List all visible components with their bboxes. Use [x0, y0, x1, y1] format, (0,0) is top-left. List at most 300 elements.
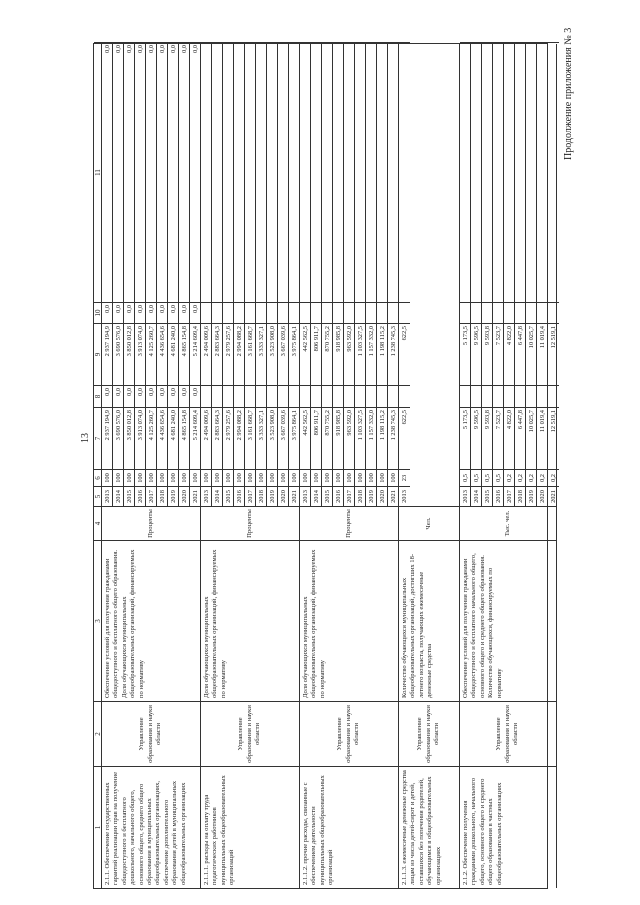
- table-cell: 2019: [366, 486, 377, 506]
- table-cell: 4 822,0: [504, 407, 515, 469]
- table-cell: [234, 385, 245, 407]
- table-cell: 100: [201, 469, 212, 486]
- table-cell: 100: [146, 469, 157, 486]
- table-cell: [289, 42, 300, 302]
- table-cell: [482, 42, 493, 302]
- table-row: [471, 42, 482, 506]
- table-cell: 1 238 745,3: [388, 323, 399, 385]
- table-cell: 3 523 908,0: [267, 323, 278, 385]
- table-cell: 5 173,5: [460, 407, 471, 469]
- table-cell: 3 975 864,1: [289, 323, 300, 385]
- table-cell: [234, 42, 245, 302]
- table-cell: [526, 385, 537, 407]
- table-cell: 100: [135, 469, 146, 486]
- table-cell: 3 913 074,0: [135, 407, 146, 469]
- table-cell: 2021: [289, 486, 300, 506]
- table-row: [289, 42, 300, 506]
- table-cell: 3 333 327,1: [256, 323, 267, 385]
- table-cell: 4 681 240,0: [168, 323, 179, 385]
- column-header-3: 3: [94, 540, 102, 701]
- table-cell: [322, 42, 333, 302]
- section-executor: Управление образования и науки области: [460, 701, 556, 766]
- table-cell: 9 593,8: [482, 407, 493, 469]
- table-cell: 100: [256, 469, 267, 486]
- table-cell: 2 937 194,9: [102, 323, 113, 385]
- table-cell: [322, 302, 333, 323]
- table-cell: 2021: [190, 486, 201, 506]
- table-cell: 963 592,0: [344, 323, 355, 385]
- table-cell: 0,0: [135, 42, 146, 302]
- table-cell: 2013: [102, 486, 113, 506]
- budget-table: [93, 43, 557, 889]
- table-cell: [504, 302, 515, 323]
- table-row: [515, 42, 526, 506]
- table-cell: [322, 385, 333, 407]
- table-cell: 2016: [234, 486, 245, 506]
- table-cell: [311, 302, 322, 323]
- table-cell: 0,0: [146, 42, 157, 302]
- table-cell: 3 667 039,6: [278, 323, 289, 385]
- table-cell: 2014: [212, 486, 223, 506]
- table-cell: 0,5: [493, 469, 504, 486]
- column-header-8: 8: [94, 385, 102, 407]
- table-row: [179, 42, 190, 506]
- table-cell: 0,0: [124, 42, 135, 302]
- table-cell: 3 690 576,0: [113, 323, 124, 385]
- table-cell: [212, 302, 223, 323]
- table-cell: [366, 302, 377, 323]
- table-cell: 0,5: [482, 469, 493, 486]
- table-cell: [311, 385, 322, 407]
- table-cell: 0,0: [157, 385, 168, 407]
- table-cell: 2017: [146, 486, 157, 506]
- table-cell: [493, 302, 504, 323]
- table-row: [388, 42, 399, 506]
- table-cell: [212, 385, 223, 407]
- table-cell: [526, 302, 537, 323]
- table-cell: 6 447,8: [515, 323, 526, 385]
- table-cell: 6 447,8: [515, 407, 526, 469]
- table-cell: 0,0: [113, 302, 124, 323]
- section-executor: Управление образования и науки области: [399, 701, 459, 766]
- table-row: [212, 42, 223, 506]
- table-cell: 2020: [278, 486, 289, 506]
- column-header-7: 7: [94, 407, 102, 469]
- table-cell: [300, 385, 311, 407]
- table-cell: 2021: [548, 486, 559, 506]
- table-row: [548, 42, 559, 506]
- column-header-11: 11: [94, 42, 102, 302]
- table-cell: [311, 42, 322, 302]
- table-cell: 2020: [537, 486, 548, 506]
- section-executor: Управление образования и науки области: [300, 701, 398, 766]
- table-cell: [344, 385, 355, 407]
- section-name: 2.1.1.1. расходы на оплату труда педагогических работников муниципальных общеобразовательных организаций: [201, 766, 299, 888]
- table-cell: [201, 42, 212, 302]
- table-cell: 2 883 664,3: [212, 323, 223, 385]
- table-cell: [471, 385, 482, 407]
- table-cell: 3 333 327,1: [256, 407, 267, 469]
- table-cell: [377, 302, 388, 323]
- table-cell: 0,2: [537, 469, 548, 486]
- table-cell: 1 198 115,2: [377, 407, 388, 469]
- table-cell: [388, 42, 399, 302]
- table-cell: 100: [322, 469, 333, 486]
- column-header-6: 6: [94, 469, 102, 486]
- table-cell: 2 937 194,9: [102, 407, 113, 469]
- table-row: [300, 42, 311, 506]
- table-cell: 9 593,8: [482, 323, 493, 385]
- table-cell: 1 103 327,5: [355, 407, 366, 469]
- table-cell: [366, 385, 377, 407]
- table-row: [482, 42, 493, 506]
- table-cell: 2020: [179, 486, 190, 506]
- table-cell: 2016: [493, 486, 504, 506]
- table-cell: 442 562,5: [300, 323, 311, 385]
- table-cell: 0,0: [146, 302, 157, 323]
- table-row: [344, 42, 355, 506]
- table-cell: [504, 42, 515, 302]
- section-name: 2.1.1.2. прочие расходы, связанные с обеспечением деятельности муниципальных общеобразовательных организаций: [300, 766, 398, 888]
- table-cell: 2 494 009,6: [201, 407, 212, 469]
- table-cell: 2 994 088,2: [234, 323, 245, 385]
- table-cell: 0,0: [190, 302, 201, 323]
- table-cell: [355, 302, 366, 323]
- section-unit: Чел.: [399, 506, 459, 540]
- table-cell: 2015: [223, 486, 234, 506]
- table-cell: 3 523 908,0: [267, 407, 278, 469]
- table-row: [190, 42, 201, 506]
- table-cell: [460, 385, 471, 407]
- table-row: [322, 42, 333, 506]
- table-cell: 0,2: [548, 469, 559, 486]
- table-cell: 4 822,0: [504, 323, 515, 385]
- table-row: [223, 42, 234, 506]
- table-cell: [548, 385, 559, 407]
- table-cell: 5 214 609,4: [190, 323, 201, 385]
- table-cell: [256, 302, 267, 323]
- table-cell: 100: [212, 469, 223, 486]
- table-cell: 870 755,2: [322, 323, 333, 385]
- table-cell: [537, 385, 548, 407]
- table-row: [355, 42, 366, 506]
- table-cell: 2014: [471, 486, 482, 506]
- table-cell: 100: [366, 469, 377, 486]
- table-cell: 0,5: [471, 469, 482, 486]
- table-cell: 5 173,5: [460, 323, 471, 385]
- table-cell: 100: [311, 469, 322, 486]
- table-cell: 4 125 260,7: [146, 407, 157, 469]
- table-cell: [355, 42, 366, 302]
- table-cell: [267, 42, 278, 302]
- table-section: [460, 44, 557, 888]
- table-row: [493, 42, 504, 506]
- table-cell: 442 562,5: [300, 407, 311, 469]
- table-cell: 2019: [168, 486, 179, 506]
- table-cell: 2021: [388, 486, 399, 506]
- table-cell: 2017: [504, 486, 515, 506]
- table-row: [201, 42, 212, 506]
- table-cell: 0,0: [113, 42, 124, 302]
- table-row: [311, 42, 322, 506]
- table-cell: 2 994 088,2: [234, 407, 245, 469]
- table-cell: [460, 302, 471, 323]
- section-name: 2.1.1.3. ежемесячные денежные средства лицам из числа детей-сирот и детей, оставшихся без попечения родителей, обучающимся в общеобразовательных организациях: [399, 766, 459, 888]
- table-cell: 10 025,7: [526, 407, 537, 469]
- table-row: [377, 42, 388, 506]
- table-cell: 4 865 154,8: [179, 407, 190, 469]
- table-cell: 0,0: [168, 385, 179, 407]
- table-row: [267, 42, 278, 506]
- page-number: 13: [80, 433, 91, 443]
- table-cell: 3 161 668,7: [245, 323, 256, 385]
- table-row: [135, 42, 146, 506]
- table-cell: [223, 302, 234, 323]
- table-cell: 0,0: [190, 42, 201, 302]
- table-row: [102, 42, 113, 506]
- table-cell: 2018: [256, 486, 267, 506]
- table-cell: [278, 302, 289, 323]
- table-cell: 2013: [460, 486, 471, 506]
- table-cell: 2014: [311, 486, 322, 506]
- table-cell: [399, 385, 410, 407]
- section-indicator: Доля обучающихся муниципальных общеобразовательных организаций, финансируемых по нормативу: [201, 540, 299, 701]
- table-section: [399, 44, 460, 888]
- table-cell: [344, 302, 355, 323]
- table-cell: [460, 42, 471, 302]
- table-cell: 0,0: [179, 42, 190, 302]
- table-cell: [278, 42, 289, 302]
- column-header-4: 4: [94, 506, 102, 540]
- table-cell: 2016: [333, 486, 344, 506]
- section-unit: Тыс. чел.: [460, 506, 556, 540]
- table-cell: 1 198 115,2: [377, 323, 388, 385]
- table-cell: 100: [102, 469, 113, 486]
- table-cell: [245, 302, 256, 323]
- table-cell: [515, 385, 526, 407]
- table-cell: 100: [267, 469, 278, 486]
- table-cell: 12 519,1: [548, 407, 559, 469]
- section-executor: Управление образования и науки области: [201, 701, 299, 766]
- table-cell: 0,0: [179, 302, 190, 323]
- table-cell: 870 755,2: [322, 407, 333, 469]
- appendix-note: Продолжение приложения № 3: [563, 27, 574, 160]
- section-indicator: Обеспечение условий для получения гражданами общедоступного и бесплатного начального общего, основного общего и среднего общего образования. Количество обучающихся, финансируемых по нормативу: [460, 540, 556, 701]
- table-row: [256, 42, 267, 506]
- table-cell: [482, 385, 493, 407]
- table-cell: [333, 385, 344, 407]
- table-cell: [289, 302, 300, 323]
- section-name: 2.1.1. Обеспечение государственных гарантий реализации прав на получение общедоступного и бесплатного дошкольного, начального общего, основного общего, среднего общего образования в муниципальных общеобразовательных организациях, обеспечение дополнительного образования детей в муниципальных общеобразовательных организациях: [102, 766, 200, 888]
- table-cell: 0,0: [168, 302, 179, 323]
- table-cell: 0,5: [460, 469, 471, 486]
- table-cell: [333, 42, 344, 302]
- table-cell: 2019: [267, 486, 278, 506]
- table-cell: 4 436 654,6: [157, 323, 168, 385]
- table-cell: [300, 302, 311, 323]
- table-cell: 4 865 154,8: [179, 323, 190, 385]
- table-cell: [267, 385, 278, 407]
- table-row: [460, 42, 471, 506]
- table-cell: [471, 42, 482, 302]
- table-cell: [471, 302, 482, 323]
- table-cell: 0,2: [526, 469, 537, 486]
- table-cell: 9 596,5: [471, 323, 482, 385]
- table-cell: 1 157 332,0: [366, 323, 377, 385]
- table-cell: 100: [234, 469, 245, 486]
- table-cell: 100: [124, 469, 135, 486]
- table-cell: 4 681 240,0: [168, 407, 179, 469]
- table-cell: [377, 42, 388, 302]
- table-cell: [399, 302, 410, 323]
- table-cell: [223, 42, 234, 302]
- table-cell: [223, 385, 234, 407]
- table-cell: 9 596,5: [471, 407, 482, 469]
- table-cell: 1 238 745,3: [388, 407, 399, 469]
- table-cell: [234, 302, 245, 323]
- table-row: [168, 42, 179, 506]
- table-row: [146, 42, 157, 506]
- table-cell: 2014: [113, 486, 124, 506]
- table-cell: 0,0: [146, 385, 157, 407]
- table-cell: [201, 385, 212, 407]
- table-cell: 0,2: [515, 469, 526, 486]
- section-indicator: Обеспечение условий для получения гражданами общедоступного и бесплатного общего образования. Доля обучающихся муниципальных общеобразовательных организаций, финансируемых по нормативу: [102, 540, 200, 701]
- table-cell: 100: [344, 469, 355, 486]
- table-cell: [504, 385, 515, 407]
- table-section: [201, 44, 300, 888]
- section-unit: Проценты: [102, 506, 200, 540]
- table-cell: 1 157 332,0: [366, 407, 377, 469]
- table-section: [300, 44, 399, 888]
- table-cell: 2018: [515, 486, 526, 506]
- table-cell: [526, 42, 537, 302]
- section-executor: Управление образования и науки области: [102, 701, 200, 766]
- table-row: [113, 42, 124, 506]
- table-row: [504, 42, 515, 506]
- table-cell: 3 161 668,7: [245, 407, 256, 469]
- table-cell: [493, 385, 504, 407]
- table-row: [278, 42, 289, 506]
- table-cell: [366, 42, 377, 302]
- column-header-9: 9: [94, 323, 102, 385]
- table-cell: [278, 385, 289, 407]
- table-cell: 0,0: [168, 42, 179, 302]
- table-cell: 0,0: [124, 302, 135, 323]
- table-cell: 100: [388, 469, 399, 486]
- table-cell: 100: [300, 469, 311, 486]
- table-cell: 0,0: [190, 385, 201, 407]
- section-unit: Проценты: [201, 506, 299, 540]
- table-cell: 2018: [355, 486, 366, 506]
- section-indicator: Доля обучающихся муниципальных общеобразовательных организаций, финансируемых по нормативу: [300, 540, 398, 701]
- table-cell: [493, 42, 504, 302]
- table-cell: 3 850 012,8: [124, 323, 135, 385]
- column-header-1: 1: [94, 766, 102, 888]
- table-cell: 0,0: [102, 302, 113, 323]
- table-cell: 0,0: [124, 385, 135, 407]
- table-cell: 23: [399, 469, 410, 486]
- table-cell: 806 911,7: [311, 323, 322, 385]
- table-cell: 0,0: [157, 302, 168, 323]
- table-cell: [548, 42, 559, 302]
- table-cell: 2013: [201, 486, 212, 506]
- table-cell: [515, 42, 526, 302]
- table-cell: 918 985,8: [333, 323, 344, 385]
- table-cell: 2017: [344, 486, 355, 506]
- table-cell: 100: [333, 469, 344, 486]
- table-cell: 7 523,7: [493, 323, 504, 385]
- table-cell: 100: [157, 469, 168, 486]
- table-row: [526, 42, 537, 506]
- table-cell: 100: [377, 469, 388, 486]
- table-cell: 806 911,7: [311, 407, 322, 469]
- table-cell: [548, 302, 559, 323]
- column-header-2: 2: [94, 701, 102, 766]
- table-cell: [256, 385, 267, 407]
- section-name: 2.1.2. Обеспечение получения гражданами дошкольного, начального общего, основного общего и среднего общего образования в частных общеобразовательных организациях: [460, 766, 556, 888]
- table-cell: 100: [168, 469, 179, 486]
- table-row: [333, 42, 344, 506]
- column-header-5: 5: [94, 486, 102, 506]
- table-cell: [344, 42, 355, 302]
- table-cell: 7 523,7: [493, 407, 504, 469]
- table-cell: 100: [223, 469, 234, 486]
- table-cell: [537, 302, 548, 323]
- table-cell: 4 436 654,6: [157, 407, 168, 469]
- table-cell: [388, 385, 399, 407]
- table-cell: 2015: [482, 486, 493, 506]
- table-cell: 0,0: [102, 42, 113, 302]
- table-cell: 0,0: [113, 385, 124, 407]
- table-cell: 100: [245, 469, 256, 486]
- table-row: [157, 42, 168, 506]
- table-cell: 2013: [399, 486, 410, 506]
- table-cell: [482, 302, 493, 323]
- table-cell: [267, 302, 278, 323]
- table-cell: 2015: [322, 486, 333, 506]
- table-cell: 2017: [245, 486, 256, 506]
- column-header-10: 10: [94, 302, 102, 323]
- table-cell: 0,0: [135, 302, 146, 323]
- table-cell: 0,0: [157, 42, 168, 302]
- table-cell: 0,2: [504, 469, 515, 486]
- table-cell: [256, 42, 267, 302]
- table-cell: 918 985,8: [333, 407, 344, 469]
- table-cell: 12 519,1: [548, 323, 559, 385]
- table-cell: [377, 385, 388, 407]
- table-cell: 963 592,0: [344, 407, 355, 469]
- table-cell: 100: [179, 469, 190, 486]
- table-cell: 100: [289, 469, 300, 486]
- table-cell: 4 125 260,7: [146, 323, 157, 385]
- table-cell: [201, 302, 212, 323]
- table-cell: 2 979 257,6: [223, 407, 234, 469]
- table-cell: 3 667 039,6: [278, 407, 289, 469]
- table-cell: 2013: [300, 486, 311, 506]
- table-cell: 11 019,4: [537, 323, 548, 385]
- table-cell: 11 019,4: [537, 407, 548, 469]
- table-cell: [300, 42, 311, 302]
- table-cell: 100: [190, 469, 201, 486]
- table-row: [399, 42, 410, 506]
- section-unit: Проценты: [300, 506, 398, 540]
- table-cell: [537, 42, 548, 302]
- table-cell: 2016: [135, 486, 146, 506]
- table-cell: 2 883 664,3: [212, 407, 223, 469]
- table-cell: 0,0: [135, 385, 146, 407]
- table-cell: [333, 302, 344, 323]
